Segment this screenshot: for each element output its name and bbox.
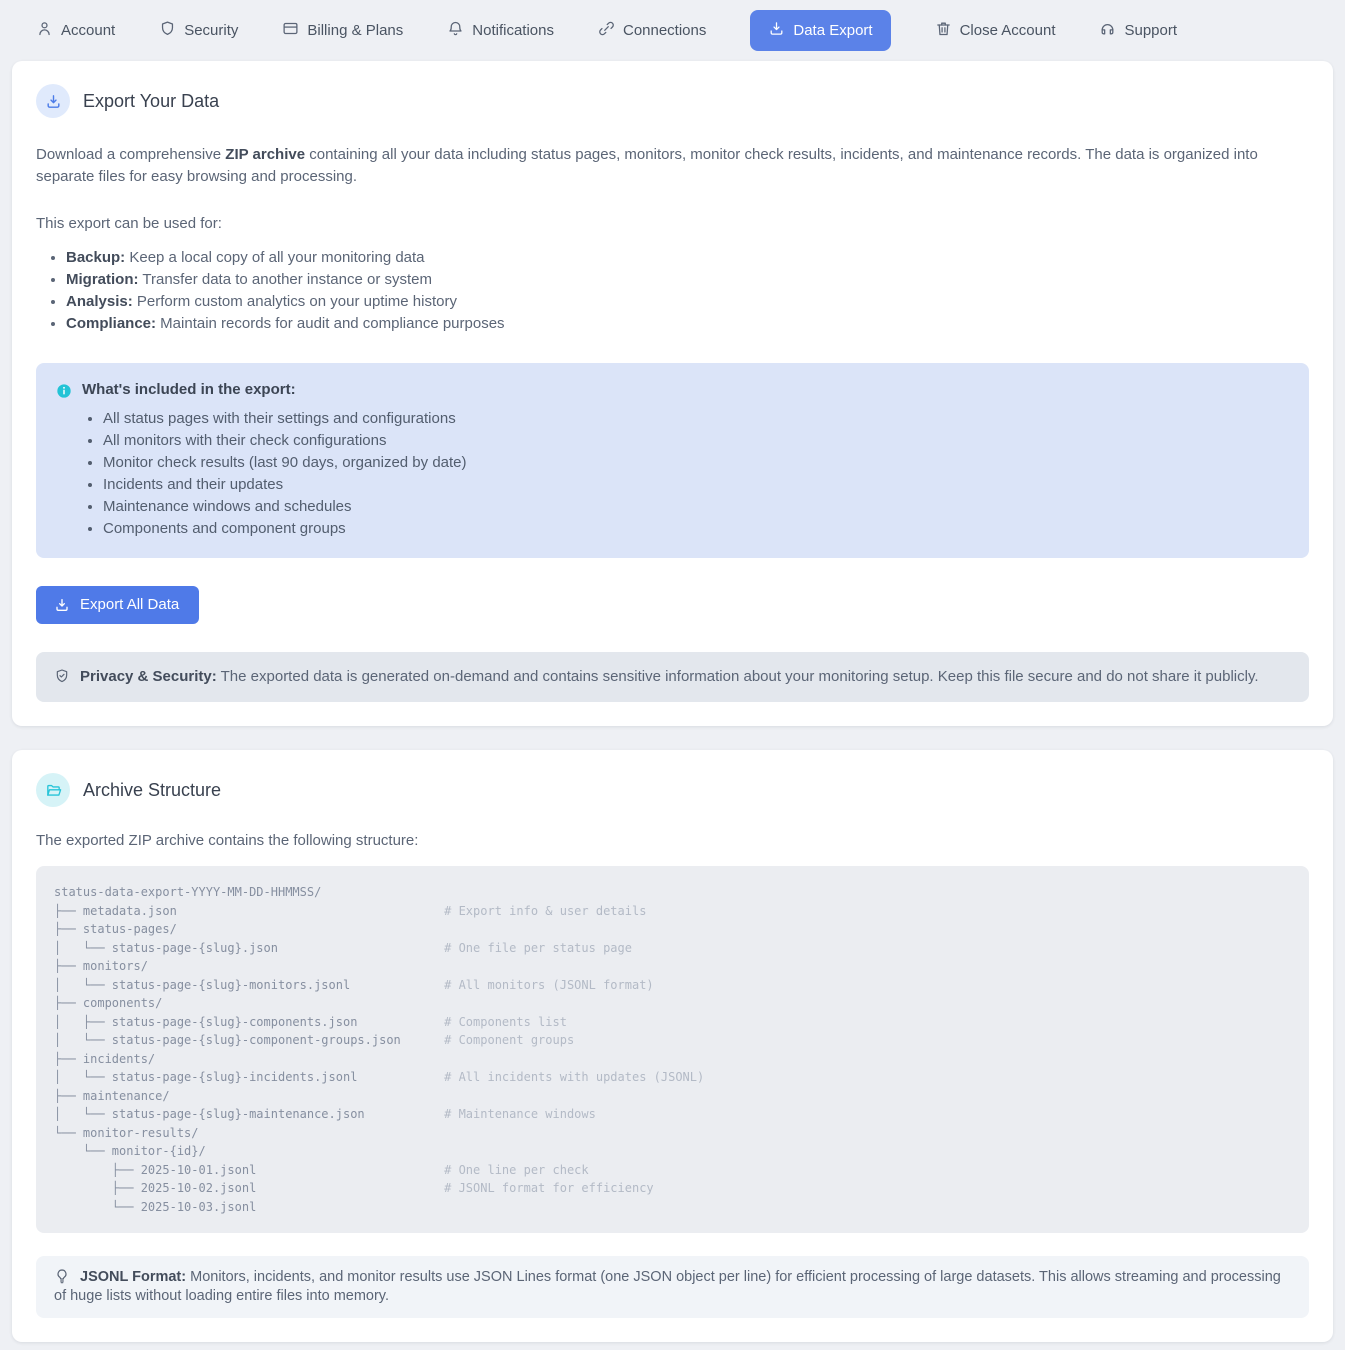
tree-line: ├── maintenance/: [54, 1088, 170, 1103]
jsonl-label: JSONL Format:: [80, 1269, 187, 1285]
tree-line: └── monitor-{id}/: [54, 1144, 206, 1158]
tree-line: └── monitor-results/: [54, 1125, 199, 1140]
export-data-card: [12, 61, 1333, 726]
usage-list: [66, 247, 1309, 335]
settings-tab-bar: [0, 0, 1345, 61]
tree-line: ├── status-pages/: [54, 922, 177, 936]
list-item: • Migration: Transfer data to another instance or system: [66, 269, 1309, 291]
user-icon: [36, 20, 53, 41]
shield-check-icon: [54, 668, 80, 685]
page-title: Export Your Data: [83, 90, 220, 111]
tab-label: Close Account: [959, 22, 1056, 39]
export-intro-text: Download a comprehensive ZIP archive containing all your data including status pages, monitors, monitor check results, incidents, and maintenance records. The data is organized into separate files for easy browsing and processing.: [36, 146, 1258, 185]
bell-icon: [447, 20, 464, 41]
jsonl-format-note: [36, 1256, 1309, 1318]
tab-billing[interactable]: [282, 20, 403, 41]
tab-connections[interactable]: [598, 20, 706, 41]
headset-icon: [1099, 20, 1116, 41]
tree-line: ├── metadata.json # Export info & user details: [54, 903, 647, 918]
archive-tree-code-block: [36, 866, 1309, 1233]
tree-line: ├── monitors/: [54, 959, 148, 973]
lightbulb-icon: [54, 1269, 80, 1285]
tab-close-account[interactable]: [935, 20, 1056, 41]
usage-heading: This export can be used for:: [36, 215, 222, 232]
tree-line: │ └── status-page-{slug}-monitors.jsonl # All monitors (JSONL format): [54, 977, 654, 992]
list-item: • Monitor check results (last 90 days, organized by date): [103, 452, 467, 474]
section-title: Archive Structure: [83, 779, 222, 800]
privacy-note: [36, 652, 1309, 702]
tab-label: Billing & Plans: [307, 22, 404, 39]
download-icon: [768, 20, 785, 41]
tree-line: ├── incidents/: [54, 1051, 156, 1066]
tab-label: Notifications: [472, 22, 554, 39]
tab-label: Account: [61, 22, 116, 39]
download-icon: [54, 597, 70, 613]
list-item: • Incidents and their updates: [103, 474, 467, 496]
included-list: [103, 408, 467, 540]
list-item: • Backup: Keep a local copy of all your monitoring data: [66, 247, 1309, 269]
tree-line: ├── 2025-10-01.jsonl # One line per check: [54, 1162, 589, 1177]
shield-icon: [159, 20, 176, 41]
tree-line: └── 2025-10-03.jsonl: [54, 1199, 257, 1214]
tab-label: Connections: [622, 22, 707, 39]
credit-card-icon: [282, 20, 299, 41]
included-title: What's included in the export:: [82, 381, 296, 398]
tab-support[interactable]: [1099, 20, 1177, 41]
archive-card-header: [36, 772, 1309, 808]
tab-label: Data Export: [793, 22, 873, 39]
tree-line: │ └── status-page-{slug}.json # One file per status page: [54, 940, 632, 955]
zip-archive-bold: ZIP archive: [225, 146, 306, 163]
included-content: [82, 381, 467, 540]
archive-structure-card: [12, 750, 1333, 1342]
tab-notifications[interactable]: [447, 20, 554, 41]
tree-line: │ └── status-page-{slug}-incidents.jsonl # All incidents with updates (JSONL): [54, 1070, 705, 1084]
archive-intro-text: The exported ZIP archive contains the following structure:: [36, 832, 419, 849]
privacy-text: The exported data is generated on-demand and contains sensitive information about your monitoring setup. Keep this file secure and do not share it publicly.: [216, 668, 1259, 685]
list-item: • Compliance: Maintain records for audit and compliance purposes: [66, 313, 1309, 335]
download-circle-icon: [36, 84, 70, 118]
trash-icon: [935, 20, 952, 41]
tree-line: ├── 2025-10-02.jsonl # JSONL format for efficiency: [54, 1181, 654, 1195]
list-item: • All status pages with their settings and configurations: [103, 408, 467, 430]
tree-line: │ ├── status-page-{slug}-components.json # Components list: [54, 1014, 567, 1029]
tree-line: ├── components/: [54, 996, 163, 1010]
link-icon: [598, 20, 615, 41]
folder-circle-icon: [36, 773, 70, 807]
tab-data-export[interactable]: [750, 10, 890, 51]
list-item: • All monitors with their check configurations: [103, 430, 467, 452]
tree-line: status-data-export-YYYY-MM-DD-HHMMSS/: [54, 885, 322, 899]
list-item: • Maintenance windows and schedules: [103, 496, 467, 518]
tab-security[interactable]: [159, 20, 238, 41]
list-item: • Analysis: Perform custom analytics on your uptime history: [66, 291, 1309, 313]
jsonl-text: Monitors, incidents, and monitor results use JSON Lines format (one JSON object per line) for efficient processing of large datasets. This allows streaming and processing of huge lists without loading entire files into memory.: [54, 1269, 1281, 1304]
export-button-label: Export All Data: [80, 596, 180, 613]
privacy-label: Privacy & Security:: [80, 668, 217, 685]
export-card-header: [36, 83, 1309, 119]
info-icon: [56, 383, 72, 540]
list-item: • Components and component groups: [103, 518, 467, 540]
export-all-data-button[interactable]: [36, 586, 199, 624]
tree-line: │ └── status-page-{slug}-component-groups.json # Component groups: [54, 1033, 575, 1047]
tab-account[interactable]: [36, 20, 115, 41]
tree-line: │ └── status-page-{slug}-maintenance.json # Maintenance windows: [54, 1107, 596, 1121]
tab-label: Security: [184, 22, 239, 39]
tab-label: Support: [1124, 22, 1178, 39]
included-info-box: [36, 363, 1309, 558]
